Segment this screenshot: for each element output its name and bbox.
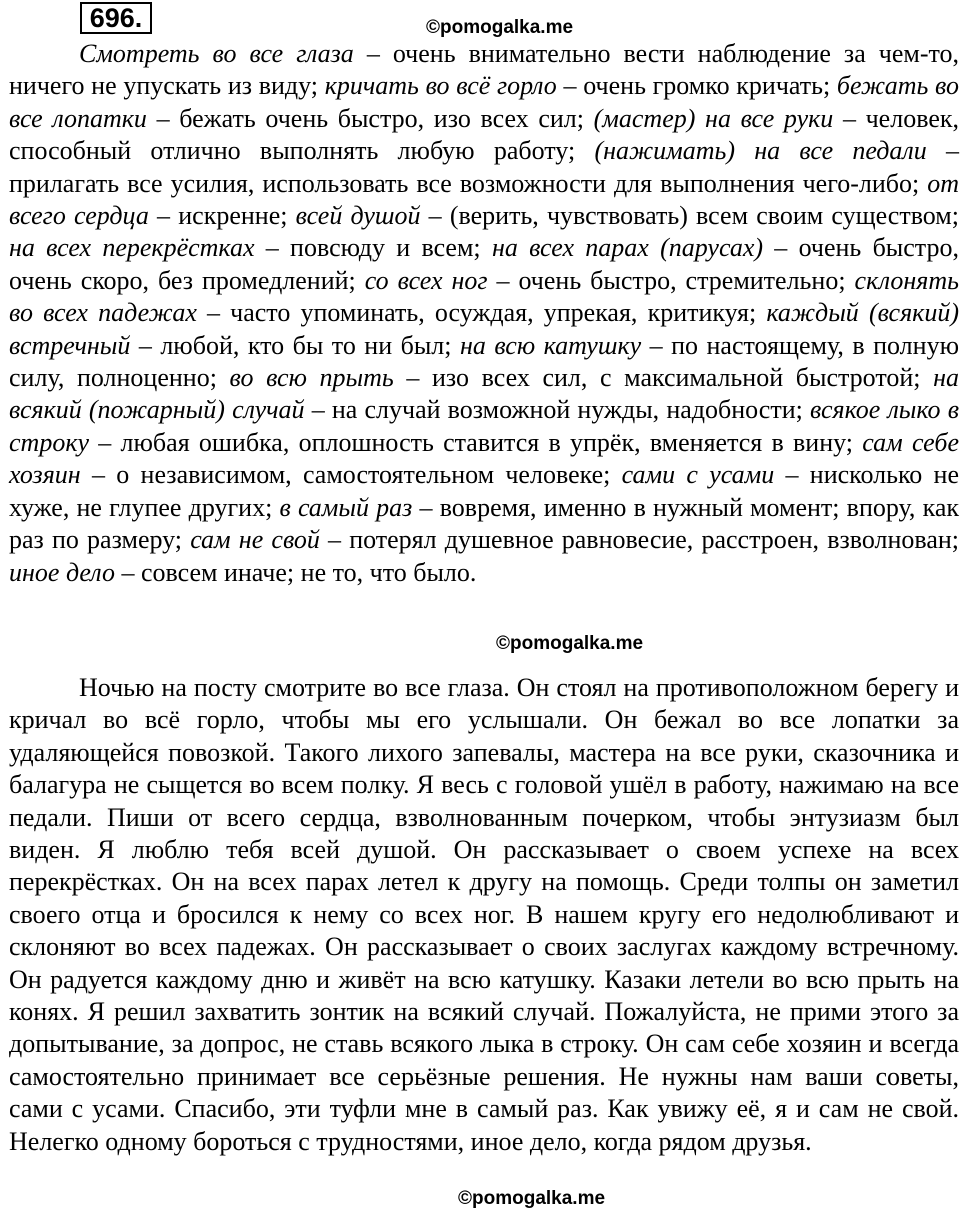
- idiom-phrase: со всех ног: [364, 265, 488, 295]
- idiom-phrase: сам себе хозяин: [9, 427, 959, 490]
- idiom-phrase: во всю прыть: [229, 363, 394, 393]
- idiom-phrase: кричать во всё горло: [324, 71, 557, 101]
- idiom-meaning: – любая ошибка, оплошность ставится в упрёк, вменяется в вину;: [89, 427, 863, 457]
- idiom-phrase: на всех перекрёстках: [9, 233, 255, 263]
- idiom-meaning: – очень внимательно вести наблюдение за чем-то, ничего не упускать из виду;: [9, 39, 960, 101]
- idiom-meaning: – искренне;: [148, 201, 296, 231]
- idiom-phrase: (мастер) на все руки: [593, 103, 834, 133]
- watermark-top: ©pomogalka.me: [426, 17, 574, 38]
- idiom-phrase: каждый (всякий) встречный: [9, 298, 959, 360]
- idioms-paragraph: [9, 38, 959, 589]
- idiom-phrase: склонять во всех падежах: [9, 265, 960, 328]
- idiom-phrase: сам не свой: [190, 525, 320, 555]
- idiom-meaning: – очень громко кричать;: [556, 71, 837, 101]
- idiom-meaning: – о независимом, самостоятельном человеке;: [80, 460, 622, 490]
- exercise-number: 696.: [80, 2, 152, 34]
- idiom-phrase: на всех парах (парусах): [491, 233, 764, 263]
- idiom-phrase: бежать во все лопатки: [9, 71, 959, 133]
- idiom-meaning: – (верить, чувствовать) всем своим существом;: [420, 201, 959, 231]
- idiom-phrase: в самый раз: [279, 492, 413, 522]
- idiom-meaning: – бежать очень быстро, изо всех сил;: [146, 103, 594, 133]
- idiom-phrase: всей душой: [295, 201, 421, 231]
- idiom-phrase: сами с усами: [621, 460, 775, 490]
- watermark-middle: ©pomogalka.me: [496, 633, 644, 654]
- idiom-meaning: – очень быстро, стремительно;: [487, 265, 855, 295]
- watermark-bottom: ©pomogalka.me: [458, 1188, 606, 1209]
- idiom-meaning: – совсем иначе; не то, что было.: [114, 557, 477, 587]
- idiom-meaning: – нисколько не хуже, не глупее других;: [9, 460, 959, 522]
- idiom-meaning: – любой, кто бы то ни был;: [130, 330, 460, 360]
- idiom-meaning: – часто упоминать, осуждая, упрекая, критикуя;: [196, 298, 767, 328]
- idiom-phrase: Смотреть во все глаза: [79, 39, 354, 68]
- idiom-phrase: (нажимать) на все педали: [594, 136, 927, 166]
- idiom-meaning: – по настоящему, в полную силу, полноценно;: [9, 330, 959, 393]
- sentences-paragraph: Ночью на посту смотрите во все глаза. Он стоял на противоположном берегу и кричал во всё горло, чтобы мы его услышали. Он бежал во все лопатки за удаляющейся повозкой. Такого лихого запевалы, мастера на все руки, сказочника и балагура не сыщется во всем полку. Я весь с головой ушёл в работу, нажимаю на все педали. Пиши от всего сердца, взволнованным почерком, чтобы энтузиазм был виден. Я люблю тебя всей душой. Он рассказывает о своем успехе на всех перекрёстках. Он на всех парах летел к другу на помощь. Среди толпы он заметил своего отца и бросился к нему со всех ног. В нашем кругу его недолюбливают и склоняют во всех падежах. Он рассказывает о своих заслугах каждому встречному. Он радуется каждому дню и живёт на всю катушку. Казаки летели во всю прыть на конях. Я решил захватить зонтик на всякий случай. Пожалуйста, не прими этого за допытывание, за допрос, не ставь всякого лыка в строку. Он сам себе хозяин и всегда самостоятельно принимает все серьёзные решения. Не нужны нам ваши советы, сами с усами. Спасибо, эти туфли мне в самый раз. Как увижу её, я и сам не свой. Нелегко одному бороться с трудностями, иное дело, когда рядом друзья.: [9, 673, 959, 1156]
- idiom-phrase: иное дело: [9, 557, 115, 587]
- idiom-phrase: на всю катушку: [459, 330, 642, 360]
- idiom-meaning: – человек, способный отлично выполнять любую работу;: [9, 103, 959, 166]
- idiom-phrase: на всякий (пожарный) случай: [9, 363, 959, 425]
- idiom-meaning: – прилагать все усилия, использовать все возможности для выполнения чего-либо;: [9, 136, 959, 198]
- idiom-phrase: от всего сердца: [9, 168, 959, 231]
- idiom-meaning: – изо всех сил, с максимальной быстротой;: [393, 363, 934, 393]
- idiom-meaning: – очень быстро, очень скоро, без промедлений;: [9, 233, 959, 295]
- idiom-meaning: – на случай возможной нужды, надобности;: [304, 395, 810, 425]
- idiom-meaning: – вовремя, именно в нужный момент; впору, как раз по размеру;: [9, 492, 960, 555]
- idiom-meaning: – повсюду и всем;: [254, 233, 492, 263]
- idiom-phrase: всякое лыко в строку: [9, 395, 959, 457]
- idiom-meaning: – потерял душевное равновесие, расстроен, взволнован;: [319, 525, 959, 555]
